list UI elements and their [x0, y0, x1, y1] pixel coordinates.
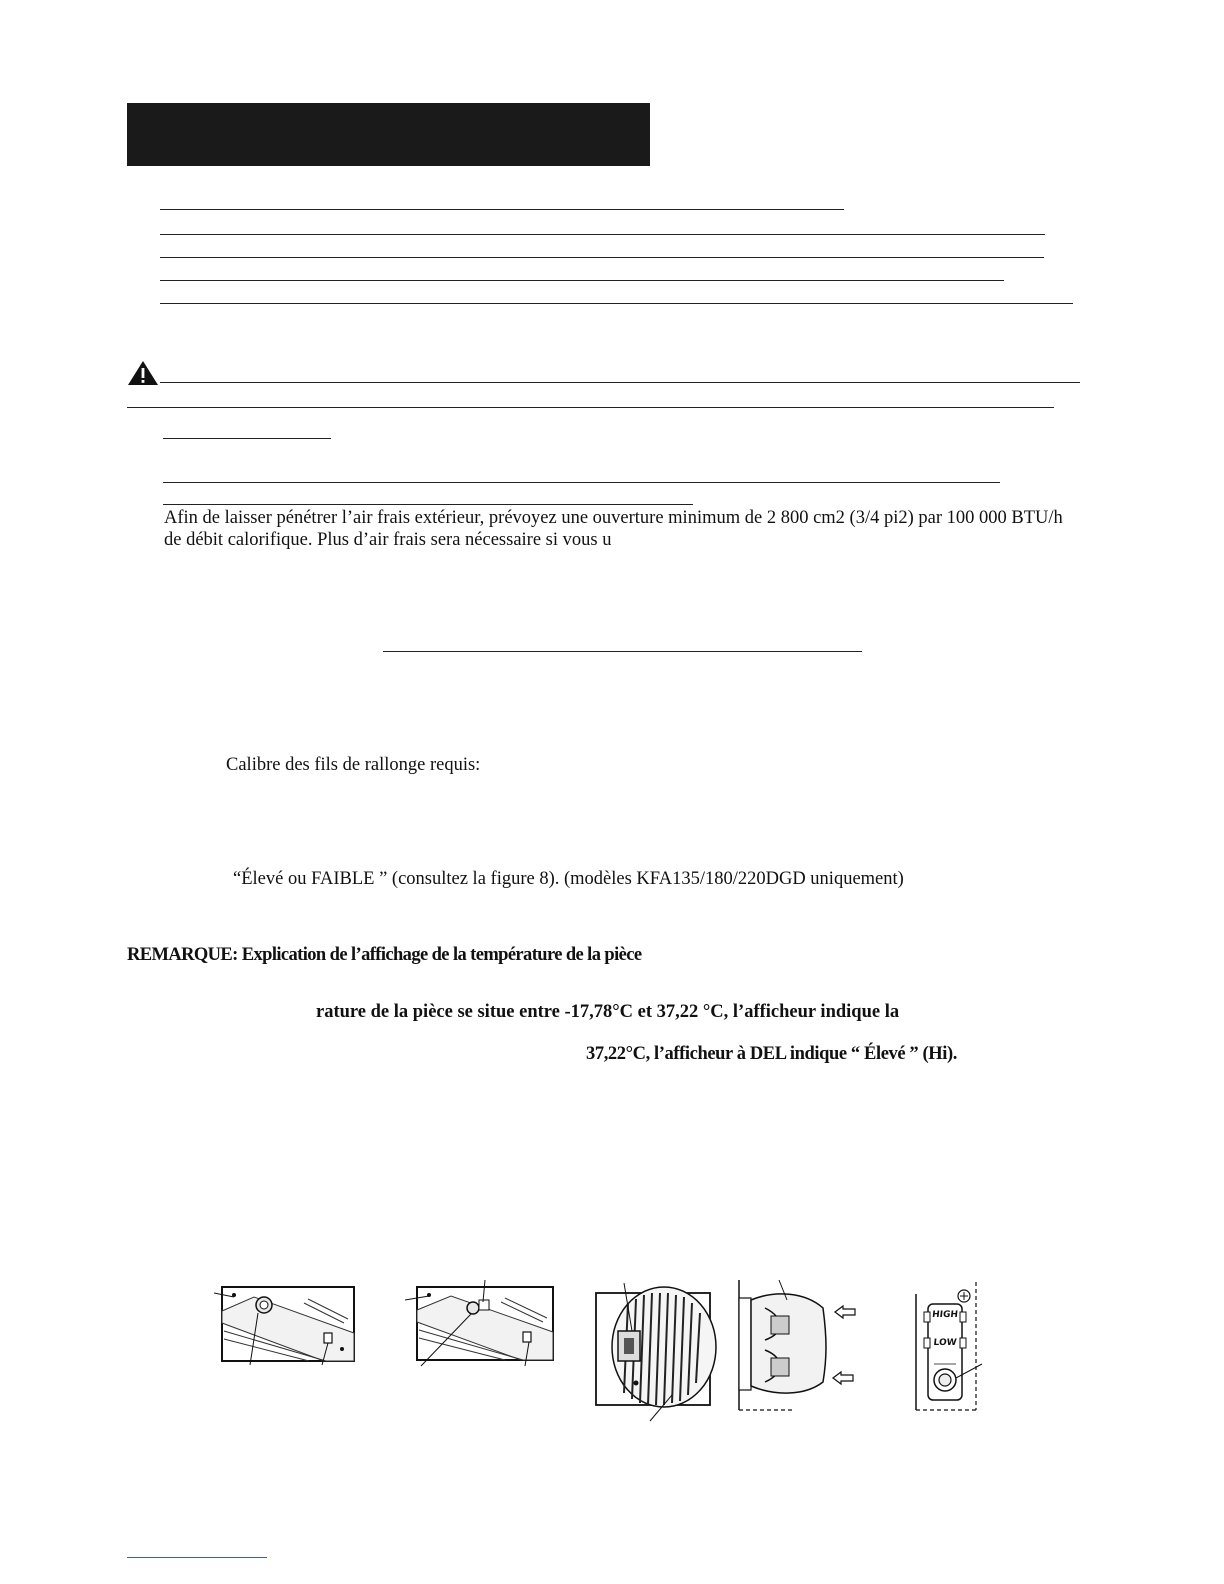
text-rule: [160, 234, 1045, 235]
switch-low-label: LOW: [932, 1338, 958, 1348]
text-rule: [163, 504, 693, 505]
figure-high-low-switch: [910, 1280, 990, 1412]
fresh-air-text-line1: Afin de laisser pénétrer l’air frais extérieur, prévoyez une ouverture minimum de 2 800 cm2 (3/4 pi2) par 100 000 BTU/h: [164, 508, 1063, 528]
switch-high-label: HIGH: [931, 1310, 959, 1320]
text-rule: [127, 407, 1054, 408]
text-rule: [163, 438, 331, 439]
high-low-text: “Élevé ou FAIBLE ” (consultez la figure 8). (modèles KFA135/180/220DGD uniquement): [233, 869, 904, 889]
text-rule: [160, 382, 1080, 383]
text-rule: [163, 482, 1000, 483]
figure-side-view: [735, 1278, 860, 1413]
figure-fan-guard: [594, 1283, 719, 1423]
text-rule: [160, 209, 844, 210]
remark-title: REMARQUE: Explication de l’affichage de la température de la pièce: [127, 945, 642, 965]
figure-heater-knob: [214, 1283, 359, 1373]
text-rule: [383, 651, 862, 652]
remark-line1: rature de la pièce se situe entre -17,78°C et 37,22 °C, l’afficheur indique la: [316, 1002, 900, 1022]
figure-heater-thermostat: [405, 1280, 560, 1375]
text-rule: [160, 303, 1073, 304]
remark-line2: 37,22°C, l’afficheur à DEL indique “ Élevé ” (Hi).: [586, 1044, 957, 1064]
text-rule: [160, 280, 1004, 281]
warning-icon: [127, 360, 159, 386]
extension-cord-text: Calibre des fils de rallonge requis:: [226, 755, 481, 775]
section-header-bar: [127, 103, 650, 166]
text-rule: [160, 257, 1044, 258]
fresh-air-text-line2: de débit calorifique. Plus d’air frais sera nécessaire si vous u: [164, 530, 612, 550]
footer-rule: [127, 1557, 267, 1558]
